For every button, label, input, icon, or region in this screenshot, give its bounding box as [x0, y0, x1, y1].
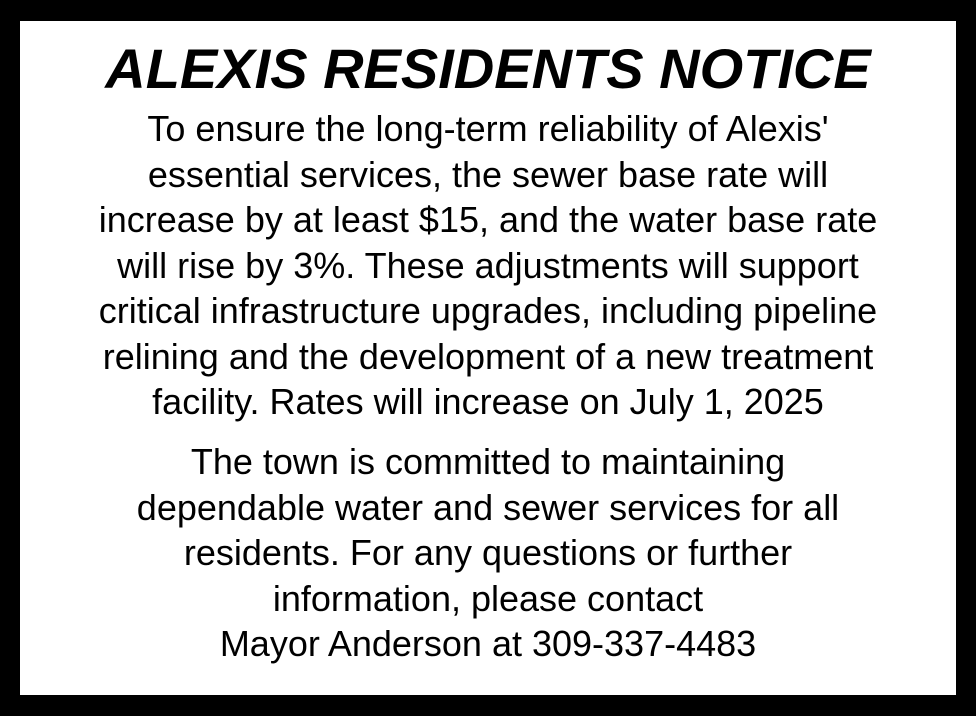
paragraph-line: increase by at least $15, and the water base rate — [98, 199, 878, 240]
paragraph-line: essential services, the sewer base rate will — [147, 153, 829, 195]
paragraph-line: information, please contact — [272, 577, 704, 619]
contact-paragraph — [20, 439, 956, 667]
mayor-contact-line: Mayor Anderson at 309-337-4483 — [219, 623, 757, 664]
notice-panel — [20, 21, 956, 695]
notice-title: ALEXIS RESIDENTS NOTICE — [105, 37, 871, 100]
paragraph-line: relining and the development of a new treatment — [102, 335, 874, 377]
paragraph-line: dependable water and sewer services for all — [136, 486, 840, 528]
rate-increase-paragraph — [20, 106, 956, 425]
paragraph-line: To ensure the long-term reliability of Alexis' — [147, 108, 829, 149]
paragraph-line: facility. Rates will increase on July 1, 2025 — [152, 381, 824, 422]
paragraph-line: The town is committed to maintaining — [190, 441, 786, 482]
paragraph-line: critical infrastructure upgrades, including pipeline — [98, 290, 878, 331]
paragraph-line: will rise by 3%. These adjustments will support — [117, 244, 859, 286]
paragraph-line: residents. For any questions or further — [183, 532, 793, 573]
